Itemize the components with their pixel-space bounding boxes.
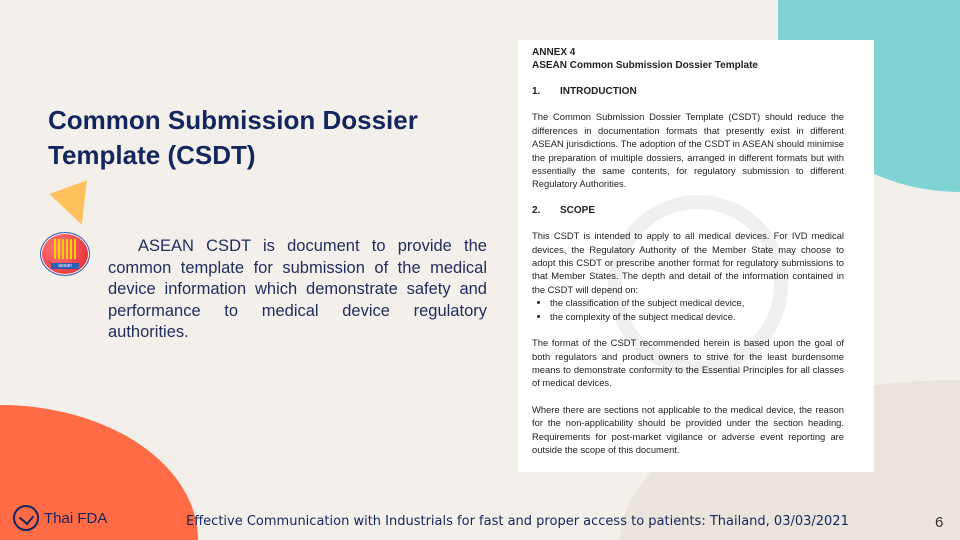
brand-name: Thai FDA bbox=[44, 509, 108, 527]
section-number: 1. bbox=[532, 86, 541, 97]
intro-paragraph: The Common Submission Dossier Template (CSDT) should reduce the differences in documentation formats that presently exist in different ASEAN jurisdictions. The adoption of the CSDT in ASEAN should minimise the preparation of multiple dossiers, arranged in different formats but with essentially the same contents, for regulatory submission to different Regulatory Authorities. bbox=[532, 111, 844, 190]
non-applicability-paragraph: Where there are sections not applicable to the medical device, the reason for the non-applicability should be provided under the section heading. Requirements for post-market vigilance or adverse event reporting are outside the scope of this document. bbox=[532, 403, 844, 455]
document-excerpt bbox=[518, 40, 874, 472]
footer-brand bbox=[13, 505, 107, 531]
scope-paragraph: This CSDT is intended to apply to all medical devices. For IVD medical devices, the Regulatory Authority of the Member State may choose to adopt this CSDT or prescribe another format for regulatory submissions to that Member States. The depth and detail of the information contained in the CSDT will depend on: bbox=[532, 230, 844, 295]
annex-label: ANNEX 4 bbox=[532, 47, 576, 58]
section-number: 2. bbox=[532, 204, 541, 216]
thai-fda-logo-icon bbox=[13, 505, 39, 531]
format-paragraph: The format of the CSDT recommended herein is based upon the goal of both regulators and product owners to strive for the least burdensome means to demonstrate conformity to the Essential Principles for all classes of medical devices. bbox=[532, 337, 844, 389]
list-item: • the complexity of the subject medical device. bbox=[550, 310, 844, 323]
rice-sheaf-icon bbox=[54, 239, 76, 259]
document-heading: ASEAN Common Submission Dossier Template bbox=[532, 60, 758, 71]
slide-body-text: ASEAN CSDT is document to provide the common template for submission of the medical device information which demonstrate safety and performance to medical device regulatory authorities. bbox=[108, 237, 487, 341]
page-number: 6 bbox=[935, 514, 944, 531]
slide-title: Common Submission Dossier Template (CSDT) bbox=[48, 105, 418, 170]
triangle-decoration-icon bbox=[49, 180, 100, 231]
asean-logo-label: asean bbox=[51, 263, 79, 269]
section-heading-introduction bbox=[532, 85, 844, 98]
asean-logo-icon bbox=[40, 232, 90, 276]
section-title: SCOPE bbox=[560, 204, 596, 216]
list-item: • the classification of the subject medical device, bbox=[550, 296, 844, 309]
asean-watermark-icon bbox=[608, 195, 788, 375]
section-title: INTRODUCTION bbox=[560, 86, 637, 97]
footer-text: Effective Communication with Industrials for fast and proper access to patients: Thailand, 03/03/2021 bbox=[186, 514, 849, 529]
